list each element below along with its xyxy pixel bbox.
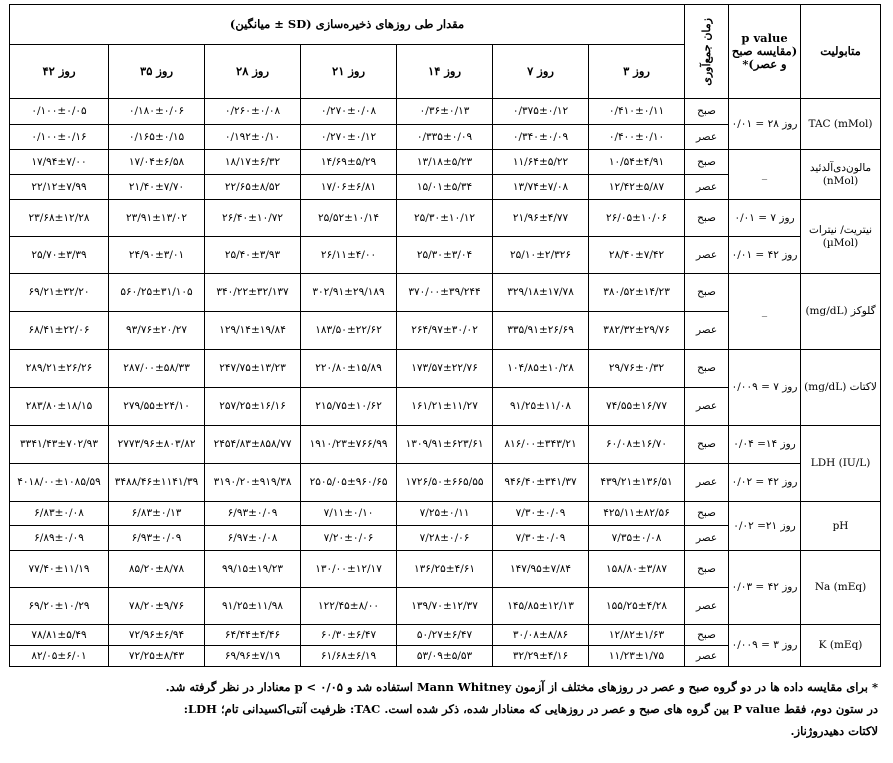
collection-time: صبح — [685, 551, 729, 588]
value-cell: ۲۸۷/۰۰±۵۸/۳۳ — [109, 350, 205, 388]
metabolite-table — [9, 4, 881, 667]
collection-time: صبح — [685, 274, 729, 312]
value-cell: ۶/۸۳±۰/۰۸ — [10, 502, 109, 526]
value-cell: ۶۹/۲۰±۱۰/۲۹ — [10, 588, 109, 625]
value-cell: ۳۲/۲۹±۴/۱۶ — [493, 646, 589, 667]
table-row — [10, 625, 881, 646]
value-cell: ۱۴۷/۹۵±۷/۸۴ — [493, 551, 589, 588]
value-cell: ۳۳۴۱/۴۳±۷۰۲/۹۳ — [10, 426, 109, 464]
collection-time: عصر — [685, 312, 729, 350]
collection-time: عصر — [685, 175, 729, 200]
value-cell: ۰/۲۷۰±۰/۱۲ — [301, 125, 397, 150]
value-cell: ۱۷۳/۵۷±۲۲/۷۶ — [397, 350, 493, 388]
value-cell: ۷/۱۱±۰/۱۰ — [301, 502, 397, 526]
value-cell: ۲۴/۹۰±۳/۰۱ — [109, 237, 205, 274]
value-cell: ۷/۲۵±۰/۱۱ — [397, 502, 493, 526]
value-cell: ۲۶/۱۱±۴/۰۰ — [301, 237, 397, 274]
value-cell: ۲۲/۶۵±۸/۵۲ — [205, 175, 301, 200]
day-column-header: روز ۲۱ — [301, 45, 397, 99]
pvalue-cell: روز ۱۴= ۰/۰۴ — [729, 426, 801, 464]
day-column-header: روز ۴۲ — [10, 45, 109, 99]
value-cell: ۷۸/۸۱±۵/۴۹ — [10, 625, 109, 646]
value-cell: ۲۱/۹۶±۴/۷۷ — [493, 200, 589, 237]
value-cell: ۱۳۶/۲۵±۴/۶۱ — [397, 551, 493, 588]
pvalue-cell: روز ۷ = ۰/۰۰۹ — [729, 350, 801, 426]
value-cell: ۶/۹۳±۰/۰۹ — [205, 502, 301, 526]
collection-time: عصر — [685, 588, 729, 625]
time-column-label: زمان جمع‌آوری — [700, 17, 714, 86]
value-cell: ۲۲/۱۲±۷/۹۹ — [10, 175, 109, 200]
value-cell: ۰/۱۸۰±۰/۰۶ — [109, 99, 205, 125]
metabolite-name: pH — [801, 502, 881, 551]
value-cell: ۱۷/۹۴±۷/۰۰ — [10, 150, 109, 175]
value-cell: ۲۶۴/۹۷±۳۰/۰۲ — [397, 312, 493, 350]
value-cell: ۹۴۶/۴۰±۳۴۱/۳۷ — [493, 464, 589, 502]
value-cell: ۷/۳۵±۰/۰۸ — [589, 526, 685, 551]
metabolite-name: Na (mEq) — [801, 551, 881, 625]
pvalue-cell: روز ۳ = ۰/۰۰۹ — [729, 625, 801, 667]
table-row — [10, 426, 881, 464]
value-cell: ۲۴۷/۷۵±۱۳/۲۳ — [205, 350, 301, 388]
value-cell: ۰/۱۰۰±۰/۰۵ — [10, 99, 109, 125]
pvalue-cell: روز ۴۲ = ۰/۰۳ — [729, 551, 801, 625]
value-cell: ۷/۳۰±۰/۰۹ — [493, 502, 589, 526]
value-cell: ۸۲/۰۵±۶/۰۱ — [10, 646, 109, 667]
value-cell: ۹۹/۱۵±۱۹/۲۳ — [205, 551, 301, 588]
value-cell: ۰/۳۶±۰/۱۳ — [397, 99, 493, 125]
value-cell: ۶/۹۳±۰/۰۹ — [109, 526, 205, 551]
value-cell: ۰/۳۳۵±۰/۰۹ — [397, 125, 493, 150]
value-cell: ۲۸/۴۰±۷/۴۲ — [589, 237, 685, 274]
value-cell: ۰/۴۱۰±۰/۱۱ — [589, 99, 685, 125]
value-cell: ۷۴/۵۵±۱۶/۷۷ — [589, 388, 685, 426]
pvalue-cell: روز ۴۲ = ۰/۰۱ — [729, 237, 801, 274]
value-cell: ۰/۱۹۲±۰/۱۰ — [205, 125, 301, 150]
value-cell: ۲۵/۷۰±۳/۳۹ — [10, 237, 109, 274]
value-cell: ۱۱/۲۳±۱/۷۵ — [589, 646, 685, 667]
table-body — [10, 99, 881, 667]
value-cell: ۶۱/۶۸±۶/۱۹ — [301, 646, 397, 667]
value-cell: ۰/۱۰۰±۰/۱۶ — [10, 125, 109, 150]
table-row — [10, 150, 881, 175]
metabolite-name: لاکتات (mg/dL) — [801, 350, 881, 426]
value-cell: ۱۵/۰۱±۵/۳۴ — [397, 175, 493, 200]
value-cell: ۷۲/۲۵±۸/۴۳ — [109, 646, 205, 667]
value-cell: ۳۳۵/۹۱±۲۶/۶۹ — [493, 312, 589, 350]
table-row — [10, 237, 881, 274]
value-cell: ۱۹۱۰/۲۳±۷۶۶/۹۹ — [301, 426, 397, 464]
value-cell: ۲۵/۱۰±۲/۳۲۶ — [493, 237, 589, 274]
value-cell: ۳۱۹۰/۲۰±۹۱۹/۳۸ — [205, 464, 301, 502]
footnote-line-2: در ستون دوم، فقط P value بین گروه های صبح و عصر در روزهایی که معنادار شده، ذکر شده است. TAC: ظرفیت آنتی‌اکسیدانی تام؛ LDH: — [183, 702, 878, 716]
value-cell: ۲۶/۴۰±۱۰/۷۲ — [205, 200, 301, 237]
value-cell: ۴۳۹/۲۱±۱۳۶/۵۱ — [589, 464, 685, 502]
value-cell: ۷/۲۰±۰/۰۶ — [301, 526, 397, 551]
value-cell: ۲۵/۳۰±۳/۰۴ — [397, 237, 493, 274]
value-cell: ۱۷/۰۴±۶/۵۸ — [109, 150, 205, 175]
day-column-header: روز ۳ — [589, 45, 685, 99]
value-cell: ۲۴۵۴/۸۳±۸۵۸/۷۷ — [205, 426, 301, 464]
value-cell: ۱۲/۸۲±۱/۶۳ — [589, 625, 685, 646]
value-cell: ۱۵۵/۲۵±۴/۲۸ — [589, 588, 685, 625]
value-cell: ۶۴/۴۴±۴/۴۶ — [205, 625, 301, 646]
value-cell: ۴۰۱۸/۰۰±۱۰۸۵/۵۹ — [10, 464, 109, 502]
value-cell: ۲۵/۵۲±۱۰/۱۴ — [301, 200, 397, 237]
value-cell: ۳۰۲/۹۱±۲۹/۱۸۹ — [301, 274, 397, 312]
table-row — [10, 200, 881, 237]
value-cell: ۲۷۷۳/۹۶±۸۰۳/۸۲ — [109, 426, 205, 464]
value-cell: ۲۷۹/۵۵±۲۴/۱۰ — [109, 388, 205, 426]
table-row — [10, 350, 881, 388]
collection-time: عصر — [685, 237, 729, 274]
value-cell: ۰/۳۴۰±۰/۰۹ — [493, 125, 589, 150]
value-cell: ۱۲۲/۴۵±۸/۰۰ — [301, 588, 397, 625]
value-cell: ۲۸۳/۸۰±۱۸/۱۵ — [10, 388, 109, 426]
value-cell: ۲۱/۴۰±۷/۷۰ — [109, 175, 205, 200]
value-cell: ۵۰/۲۷±۶/۴۷ — [397, 625, 493, 646]
collection-time: صبح — [685, 426, 729, 464]
value-cell: ۱۶۱/۲۱±۱۱/۲۷ — [397, 388, 493, 426]
value-cell: ۲۹/۷۶±۰/۳۲ — [589, 350, 685, 388]
pvalue-cell: روز ۴۲ = ۰/۰۲ — [729, 464, 801, 502]
value-cell: ۶/۹۷±۰/۰۸ — [205, 526, 301, 551]
value-cell: ۸۱۶/۰۰±۳۴۳/۲۱ — [493, 426, 589, 464]
collection-time: عصر — [685, 388, 729, 426]
collection-time: عصر — [685, 125, 729, 150]
value-cell: ۲۵۷/۲۵±۱۶/۱۶ — [205, 388, 301, 426]
footnote — [12, 676, 878, 742]
value-cell: ۸۵/۲۰±۸/۷۸ — [109, 551, 205, 588]
pvalue-column-header: p value (مقایسه صبح و عصر)* — [729, 5, 801, 99]
value-cell: ۲۱۵/۷۵±۱۰/۶۲ — [301, 388, 397, 426]
collection-time: صبح — [685, 99, 729, 125]
metabolite-column-header: متابولیت — [801, 5, 881, 99]
value-cell: ۳۲۹/۱۸±۱۷/۷۸ — [493, 274, 589, 312]
value-cell: ۳۷۰/۰۰±۳۹/۲۴۴ — [397, 274, 493, 312]
value-cell: ۶/۸۹±۰/۰۹ — [10, 526, 109, 551]
pvalue-cell: _ — [729, 150, 801, 200]
value-cell: ۳۸۲/۳۲±۲۹/۷۶ — [589, 312, 685, 350]
collection-time: عصر — [685, 526, 729, 551]
collection-time: صبح — [685, 350, 729, 388]
value-cell: ۱۴۵/۸۵±۱۲/۱۳ — [493, 588, 589, 625]
value-cell: ۱۳۰/۰۰±۱۲/۱۷ — [301, 551, 397, 588]
value-cell: ۰/۴۰۰±۰/۱۰ — [589, 125, 685, 150]
value-cell: ۷۲/۹۶±۶/۹۴ — [109, 625, 205, 646]
collection-time: صبح — [685, 502, 729, 526]
value-cell: ۹۳/۷۶±۲۰/۲۷ — [109, 312, 205, 350]
value-cell: ۲۲۰/۸۰±۱۵/۸۹ — [301, 350, 397, 388]
value-cell: ۱۲/۴۲±۵/۸۷ — [589, 175, 685, 200]
metabolite-name: گلوکز (mg/dL) — [801, 274, 881, 350]
value-cell: ۱۸/۱۷±۶/۳۲ — [205, 150, 301, 175]
value-cell: ۱۳۹/۷۰±۱۲/۳۷ — [397, 588, 493, 625]
day-column-header: روز ۳۵ — [109, 45, 205, 99]
value-cell: ۱۳/۷۴±۷/۰۸ — [493, 175, 589, 200]
pvalue-cell: _ — [729, 274, 801, 350]
value-cell: ۲۵۰۵/۰۵±۹۶۰/۶۵ — [301, 464, 397, 502]
value-cell: ۰/۳۷۵±۰/۱۲ — [493, 99, 589, 125]
value-cell: ۱۴/۶۹±۵/۲۹ — [301, 150, 397, 175]
time-column-header — [685, 5, 729, 99]
value-cell: ۲۶/۰۵±۱۰/۰۶ — [589, 200, 685, 237]
header-row-1 — [10, 5, 881, 45]
collection-time: عصر — [685, 464, 729, 502]
table-row — [10, 274, 881, 312]
value-cell: ۷۸/۲۰±۹/۷۶ — [109, 588, 205, 625]
value-cell: ۱۳/۱۸±۵/۲۳ — [397, 150, 493, 175]
storage-days-header: مقدار طی روزهای ذخیره‌سازی (SD ± میانگین) — [10, 5, 685, 45]
table-row — [10, 99, 881, 125]
value-cell: ۴۲۵/۱۱±۸۲/۵۶ — [589, 502, 685, 526]
value-cell: ۲۳/۶۸±۱۲/۲۸ — [10, 200, 109, 237]
day-column-header: روز ۲۸ — [205, 45, 301, 99]
collection-time: عصر — [685, 646, 729, 667]
value-cell: ۰/۲۷۰±۰/۰۸ — [301, 99, 397, 125]
value-cell: ۵۳/۰۹±۵/۵۳ — [397, 646, 493, 667]
value-cell: ۱۰۴/۸۵±۱۰/۲۸ — [493, 350, 589, 388]
metabolite-name: K (mEq) — [801, 625, 881, 667]
metabolite-name: LDH (IU/L) — [801, 426, 881, 502]
metabolite-name: نیتریت/ نیترات (µMol) — [801, 200, 881, 274]
day-column-header: روز ۱۴ — [397, 45, 493, 99]
footnote-line-3: لاکتات دهیدروژناز. — [790, 724, 878, 738]
table-row — [10, 464, 881, 502]
value-cell: ۱۳۰۹/۹۱±۶۲۳/۶۱ — [397, 426, 493, 464]
pvalue-cell: روز ۲۱= ۰/۰۲ — [729, 502, 801, 551]
value-cell: ۲۵/۳۰±۱۰/۱۲ — [397, 200, 493, 237]
value-cell: ۱۵۸/۸۰±۳/۸۷ — [589, 551, 685, 588]
metabolite-name: مالون‌دی‌آلدئید (nMol) — [801, 150, 881, 200]
value-cell: ۶۹/۹۶±۷/۱۹ — [205, 646, 301, 667]
table-row — [10, 502, 881, 526]
value-cell: ۱۷/۰۶±۶/۸۱ — [301, 175, 397, 200]
collection-time: صبح — [685, 150, 729, 175]
value-cell: ۱۷۲۶/۵۰±۶۶۵/۵۵ — [397, 464, 493, 502]
table-row — [10, 551, 881, 588]
value-cell: ۳۴۰/۲۲±۳۲/۱۳۷ — [205, 274, 301, 312]
value-cell: ۶۹/۲۱±۳۲/۲۰ — [10, 274, 109, 312]
pvalue-cell: روز ۷ = ۰/۰۱ — [729, 200, 801, 237]
day-column-header: روز ۷ — [493, 45, 589, 99]
value-cell: ۰/۲۶۰±۰/۰۸ — [205, 99, 301, 125]
metabolite-name: TAC (mMol) — [801, 99, 881, 150]
value-cell: ۳۰/۰۸±۸/۸۶ — [493, 625, 589, 646]
value-cell: ۷۷/۴۰±۱۱/۱۹ — [10, 551, 109, 588]
value-cell: ۲۸۹/۲۱±۲۶/۲۶ — [10, 350, 109, 388]
value-cell: ۱۱/۶۴±۵/۲۲ — [493, 150, 589, 175]
value-cell: ۷/۳۰±۰/۰۹ — [493, 526, 589, 551]
value-cell: ۲۵/۴۰±۳/۹۳ — [205, 237, 301, 274]
value-cell: ۳۸۰/۵۲±۱۴/۲۳ — [589, 274, 685, 312]
value-cell: ۹۱/۲۵±۱۱/۹۸ — [205, 588, 301, 625]
value-cell: ۱۸۳/۵۰±۲۲/۶۲ — [301, 312, 397, 350]
value-cell: ۹۱/۲۵±۱۱/۰۸ — [493, 388, 589, 426]
value-cell: ۷/۲۸±۰/۰۶ — [397, 526, 493, 551]
value-cell: ۶۰/۳۰±۶/۴۷ — [301, 625, 397, 646]
value-cell: ۲۳/۹۱±۱۳/۰۲ — [109, 200, 205, 237]
value-cell: ۶/۸۳±۰/۱۳ — [109, 502, 205, 526]
value-cell: ۶۸/۴۱±۲۲/۰۶ — [10, 312, 109, 350]
pvalue-cell: روز ۲۸ = ۰/۰۱ — [729, 99, 801, 150]
value-cell: ۰/۱۶۵±۰/۱۵ — [109, 125, 205, 150]
value-cell: ۱۲۹/۱۴±۱۹/۸۴ — [205, 312, 301, 350]
footnote-line-1: * برای مقایسه داده ها در دو گروه صبح و عصر در روزهای مختلف از آزمون Mann Whitney استفاده شد و p < ۰/۰۵ معنادار در نظر گرفته شد. — [165, 680, 878, 694]
collection-time: صبح — [685, 625, 729, 646]
value-cell: ۳۴۸۸/۴۶±۱۱۴۱/۳۹ — [109, 464, 205, 502]
value-cell: ۵۶۰/۲۵±۳۱/۱۰۵ — [109, 274, 205, 312]
collection-time: صبح — [685, 200, 729, 237]
value-cell: ۱۰/۵۴±۴/۹۱ — [589, 150, 685, 175]
value-cell: ۶۰/۰۸±۱۶/۷۰ — [589, 426, 685, 464]
